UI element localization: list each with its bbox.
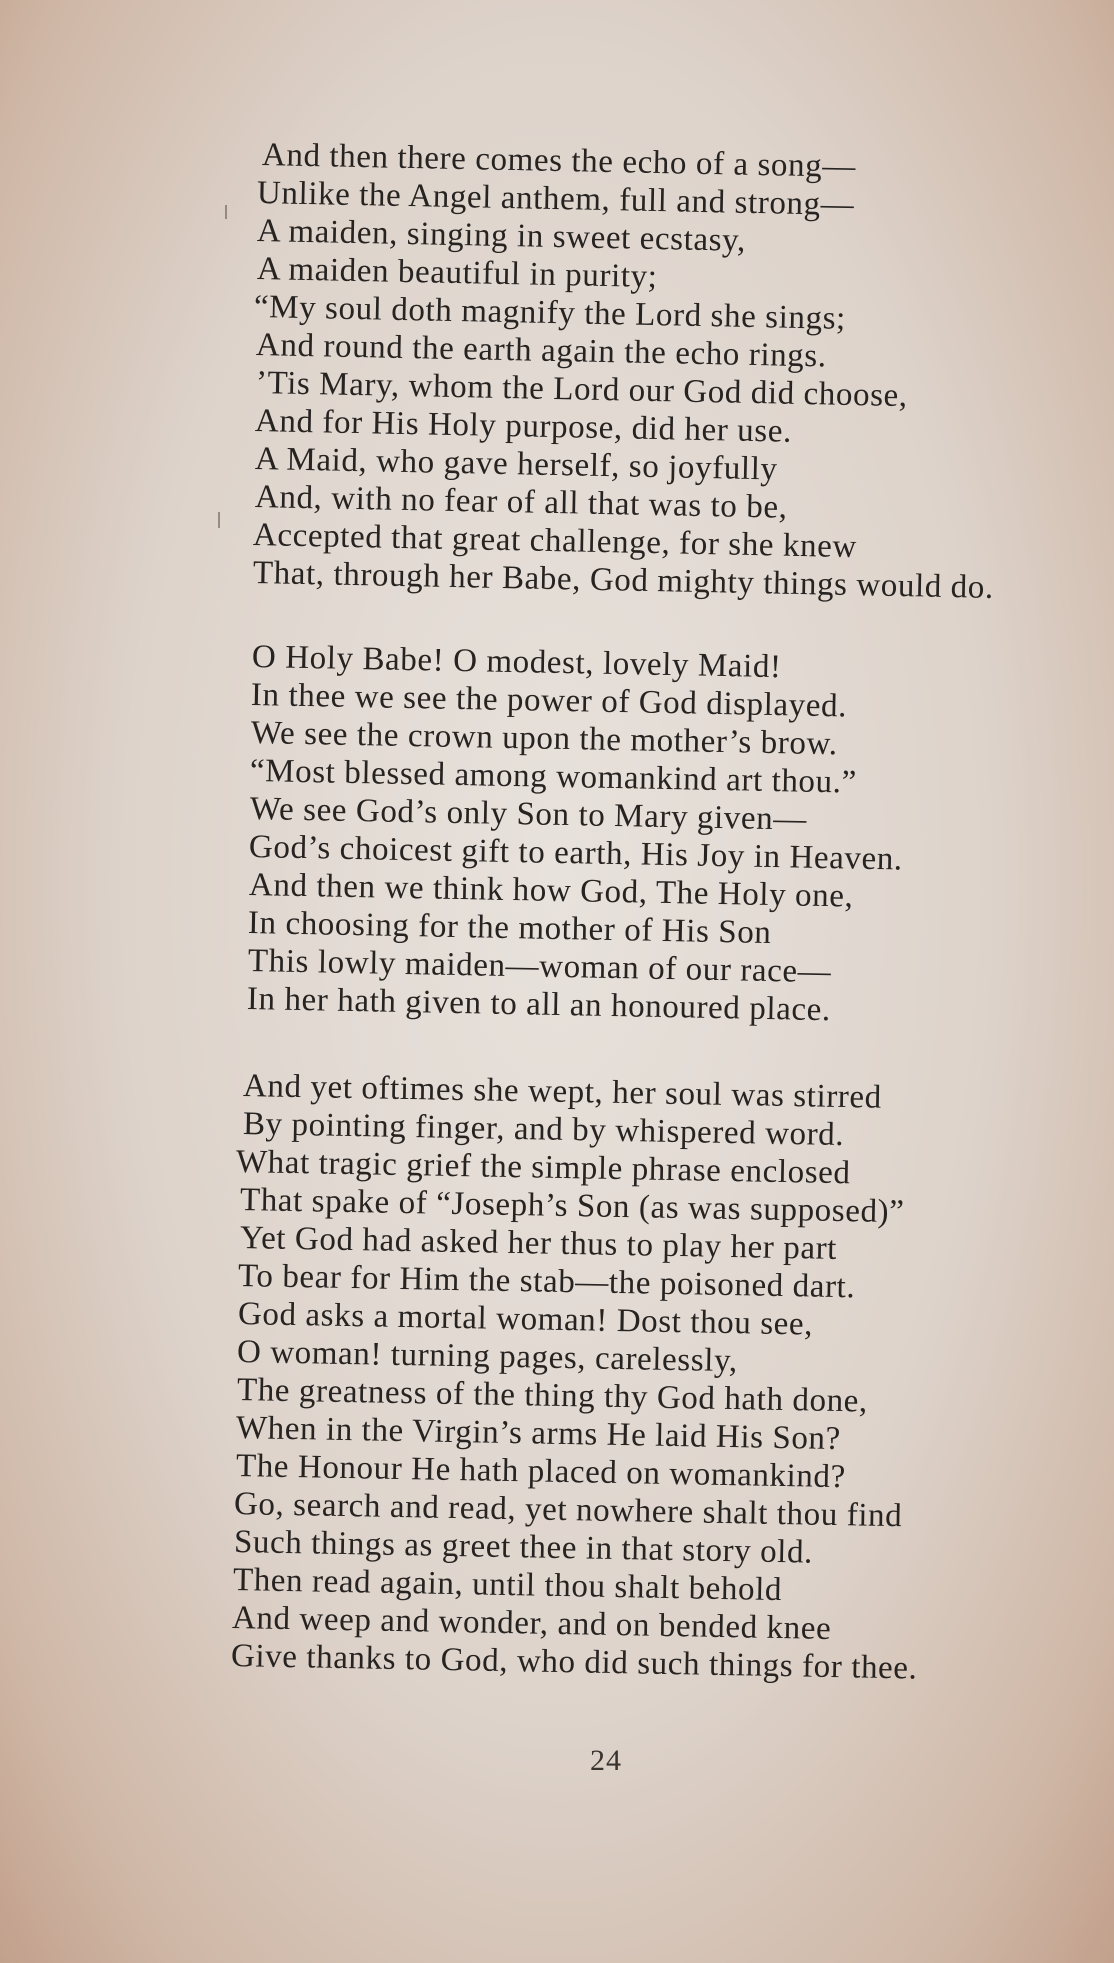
poem-line: O woman! turning pages, carelessly, bbox=[236, 1334, 739, 1380]
poem-line: ’Tis Mary, whom the Lord our God did choose, bbox=[255, 365, 909, 415]
poem-line: By pointing finger, and by whispered word. bbox=[242, 1106, 845, 1154]
poem-line: A maiden, singing in sweet ecstasy, bbox=[256, 213, 747, 259]
poem-line: When in the Virgin’s arms He laid His Son? bbox=[235, 1410, 842, 1458]
poem-line: Give thanks to God, who did such things for thee. bbox=[230, 1638, 918, 1687]
poem-line: God asks a mortal woman! Dost thou see, bbox=[237, 1296, 814, 1343]
poem-line: “My soul doth magnify the Lord she sings; bbox=[253, 289, 847, 337]
poem-line: A maiden beautiful in purity; bbox=[256, 251, 658, 296]
poem-line: We see the crown upon the mother’s brow. bbox=[250, 715, 839, 763]
poem-line: Accepted that great challenge, for she knew bbox=[252, 517, 858, 566]
poem-line: What tragic grief the simple phrase enclosed bbox=[235, 1144, 851, 1192]
poem-line: Such things as greet thee in that story old. bbox=[233, 1524, 814, 1571]
poem-line: A Maid, who gave herself, so joyfully bbox=[254, 441, 778, 488]
poem-line: We see God’s only Son to Mary given— bbox=[249, 791, 808, 838]
poem-line: This lowly maiden—woman of our race— bbox=[247, 943, 832, 991]
poem-line: That spake of “Joseph’s Son (as was supposed)” bbox=[239, 1182, 905, 1231]
margin-mark bbox=[225, 205, 227, 219]
poem-line: In choosing for the mother of His Son bbox=[247, 905, 772, 952]
poem-line: In her hath given to all an honoured place. bbox=[246, 981, 832, 1029]
poem-line: In thee we see the power of God displayed. bbox=[250, 677, 848, 725]
poem-line: O Holy Babe! O modest, lovely Maid! bbox=[251, 639, 782, 686]
poem-line: Yet God had asked her thus to play her part bbox=[239, 1220, 838, 1267]
poem-line: That, through her Babe, God mighty things would do. bbox=[252, 555, 995, 606]
poem-line: And weep and wonder, and on bended knee bbox=[231, 1600, 832, 1647]
poem-line: “Most blessed among womankind art thou.” bbox=[249, 753, 858, 801]
poem-line: Go, search and read, yet nowhere shalt thou find bbox=[233, 1486, 903, 1535]
poem-line: And yet oftimes she wept, her soul was stirred bbox=[242, 1068, 883, 1116]
poem-line: God’s choicest gift to earth, His Joy in Heaven. bbox=[248, 829, 904, 878]
poem-line: And then there comes the echo of a song— bbox=[261, 137, 857, 185]
poem-line: And then we think how God, The Holy one, bbox=[248, 867, 854, 915]
poem-line: And, with no fear of all that was to be, bbox=[254, 479, 788, 526]
poem-line: And for His Holy purpose, did her use. bbox=[254, 403, 793, 450]
page-number: 24 bbox=[590, 1744, 622, 1777]
poem-line: Unlike the Angel anthem, full and strong— bbox=[256, 175, 855, 223]
poem-line: The greatness of the thing thy God hath done, bbox=[236, 1372, 869, 1420]
margin-mark bbox=[218, 512, 220, 528]
poem-line: Then read again, until thou shalt behold bbox=[232, 1562, 783, 1609]
poem-line: And round the earth again the echo rings. bbox=[255, 327, 828, 375]
poem-line: The Honour He hath placed on womankind? bbox=[235, 1448, 847, 1496]
poem-line: To bear for Him the stab—the poisoned dart. bbox=[237, 1258, 856, 1306]
